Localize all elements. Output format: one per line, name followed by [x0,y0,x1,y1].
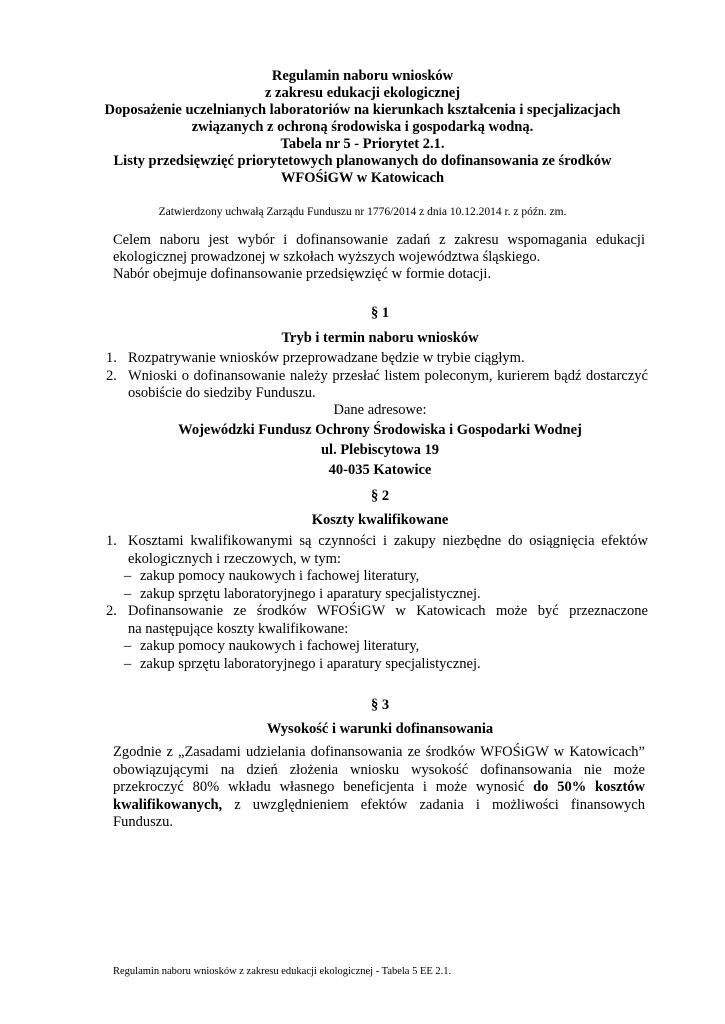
title-line: związanych z ochroną środowiska i gospodarką wodną. [191,119,534,135]
emphasis-text: do 50% kosztów [533,779,645,795]
intro-line: ekologicznej prowadzonej w szkołach wyższych województwa śląskiego. [113,249,541,265]
dash-bullet: – [124,655,132,672]
list-text: ekologicznych i rzeczowych, w tym: [128,550,341,567]
list-number: 2. [106,367,117,384]
sub-list-item [100,656,648,674]
list-text: Rozpatrywanie wniosków przeprowadzane będzie w trybie ciągłym. [128,350,525,366]
section-1-sign: § 1 [370,305,390,321]
address-city: 40-035 Katowice [328,462,432,478]
section-2-list [100,533,648,673]
sub-list-text: zakup sprzętu laboratoryjnego i aparatury specjalistycznej. [140,585,481,602]
address-street: ul. Plebiscytowa 19 [320,442,439,458]
list-text: na następujące koszty kwalifikowane: [128,620,349,637]
paragraph-line [113,779,645,797]
section-1-heading: Tryb i termin naboru wniosków [281,330,479,346]
section-3-sign: § 3 [370,697,390,713]
dash-bullet: – [124,585,132,602]
list-number: 1. [106,350,117,366]
title-line: z zakresu edukacji ekologicznej [264,85,461,101]
sub-list-text: zakup sprzętu laboratoryjnego i aparatury specjalistycznej. [140,655,481,672]
address-name: Wojewódzki Fundusz Ochrony Środowiska i Gospodarki Wodnej [178,422,582,438]
page-footer: Regulamin naboru wniosków z zakresu edukacji ekologicznej - Tabela 5 EE 2.1. [113,966,452,977]
sub-list-item [100,638,648,656]
paragraph-text: przekroczyć 80% wkładu własnego beneficjenta i może wynosić [113,779,534,795]
list-text: Kosztami kwalifikowanymi są czynności i zakupy niezbędne do osiągnięcia efektów [128,533,648,549]
document-title [100,68,625,187]
paragraph-line: Funduszu. [113,814,174,830]
emphasis-text: kwalifikowanych, [113,796,223,813]
sub-list-text: zakup pomocy naukowych i fachowej literatury, [140,568,420,584]
list-text: osobiście do siedziby Funduszu. [128,385,316,401]
section-2-sign: § 2 [370,488,390,504]
title-line: Doposażenie uczelnianych laboratoriów na kierunkach kształcenia i specjalizacjach [104,102,621,118]
list-item [100,533,648,568]
paragraph-line: Zgodnie z „Zasadami udzielania dofinansowania ze środków WFOŚiGW w Katowicach” [113,744,645,760]
title-line: WFOŚiGW w Katowicach [280,170,445,186]
title-line: Listy przedsięwzięć priorytetowych planowanych do dofinansowania ze środków [113,153,612,169]
sub-list-text: zakup pomocy naukowych i fachowej literatury, [140,638,420,654]
sub-list-item [100,568,648,586]
section-3-paragraph [113,744,645,832]
intro-line: Nabór obejmuje dofinansowanie przedsięwzięć w formie dotacji. [113,266,492,282]
approval-note: Zatwierdzony uchwałą Zarządu Funduszu nr 1776/2014 z dnia 10.12.2014 r. z późn. zm. [158,206,567,218]
intro-line: Celem naboru jest wybór i dofinansowanie zadań z zakresu wspomagania edukacji [113,232,645,248]
title-line: Tabela nr 5 - Priorytet 2.1. [280,136,445,152]
paragraph-line [113,797,645,815]
list-number: 1. [106,533,117,549]
sub-list-item [100,586,648,604]
section-2-heading: Koszty kwalifikowane [311,512,449,528]
paragraph-text: z uwzględnieniem efektów zadania i możliwości finansowych [222,796,645,813]
list-number: 2. [106,603,117,619]
intro-paragraph [113,232,645,283]
list-item [100,603,648,638]
list-item [100,368,648,403]
paragraph-line: obowiązującymi na dzień złożenia wniosku wysokość dofinansowania nie może [113,761,645,778]
list-item [100,350,648,368]
section-3-heading: Wysokość i warunki dofinansowania [266,721,494,737]
address-label: Dane adresowe: [333,402,427,418]
list-text: Dofinansowanie ze środków WFOŚiGW w Katowicach może być przeznaczone [128,603,648,619]
dash-bullet: – [124,568,132,584]
list-text: Wnioski o dofinansowanie należy przesłać listem poleconym, kurierem bądź dostarczyć [128,367,648,384]
section-1-list [100,350,648,403]
dash-bullet: – [124,638,132,654]
title-line: Regulamin naboru wniosków [271,68,454,84]
